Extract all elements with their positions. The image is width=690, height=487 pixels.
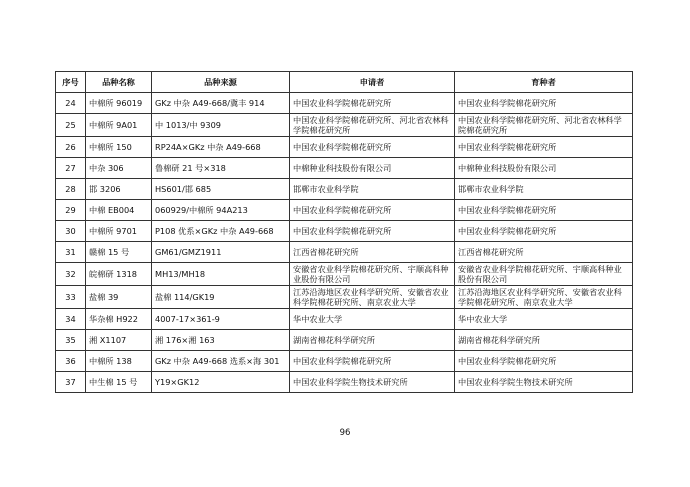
cell-variety-name: 湘 X1107	[86, 330, 152, 351]
table-row	[56, 200, 633, 221]
cell-breeder: 华中农业大学	[455, 309, 633, 330]
cell-variety-name: 中生棉 15 号	[86, 372, 152, 393]
table-row	[56, 286, 633, 309]
cell-no: 28	[56, 179, 86, 200]
cell-breeder: 中国农业科学院棉花研究所	[455, 351, 633, 372]
table-row	[56, 93, 633, 114]
header-applicant: 申请者	[290, 72, 455, 93]
cell-breeder: 安徽省农业科学院棉花研究所、宇顺高科种业股份有限公司	[455, 263, 633, 286]
cell-variety-source: 4007-17×361-9	[152, 309, 290, 330]
cell-variety-source: 盐棉 114/GK19	[152, 286, 290, 309]
cell-breeder: 江苏沿海地区农业科学研究所、安徽省农业科学院棉花研究所、南京农业大学	[455, 286, 633, 309]
table-row	[56, 309, 633, 330]
header-source: 品种来源	[152, 72, 290, 93]
cell-variety-name: 中棉所 9701	[86, 221, 152, 242]
page-number: 96	[339, 428, 351, 438]
cell-applicant: 中棉种业科技股份有限公司	[290, 158, 455, 179]
cell-applicant: 中国农业科学院棉花研究所、河北省农林科学院棉花研究所	[290, 114, 455, 137]
cell-no: 36	[56, 351, 86, 372]
cell-applicant: 江西省棉花研究所	[290, 242, 455, 263]
cell-variety-name: 中棉所 9A01	[86, 114, 152, 137]
cell-no: 34	[56, 309, 86, 330]
table-row	[56, 242, 633, 263]
table-row	[56, 330, 633, 351]
cell-breeder: 中国农业科学院棉花研究所	[455, 221, 633, 242]
cell-variety-name: 华杂棉 H922	[86, 309, 152, 330]
cell-breeder: 湖南省棉花科学研究所	[455, 330, 633, 351]
table-row	[56, 372, 633, 393]
cell-no: 33	[56, 286, 86, 309]
header-name: 品种名称	[86, 72, 152, 93]
cell-variety-source: GKz 中杂 A49-668 选系×海 301	[152, 351, 290, 372]
cell-applicant: 中国农业科学院棉花研究所	[290, 137, 455, 158]
cell-no: 37	[56, 372, 86, 393]
cell-variety-name: 中棉 EB004	[86, 200, 152, 221]
cell-variety-source: MH13/MH18	[152, 263, 290, 286]
cell-variety-source: P108 优系×GKz 中杂 A49-668	[152, 221, 290, 242]
cell-breeder: 中国农业科学院生物技术研究所	[455, 372, 633, 393]
table-row	[56, 351, 633, 372]
cell-breeder: 中棉种业科技股份有限公司	[455, 158, 633, 179]
cell-breeder: 江西省棉花研究所	[455, 242, 633, 263]
cell-variety-name: 邯 3206	[86, 179, 152, 200]
cell-breeder: 中国农业科学院棉花研究所	[455, 93, 633, 114]
cell-variety-name: 中棉所 150	[86, 137, 152, 158]
cell-variety-source: 湘 176×湘 163	[152, 330, 290, 351]
cell-no: 25	[56, 114, 86, 137]
cell-variety-source: 中 1013/中 9309	[152, 114, 290, 137]
cell-applicant: 江苏沿海地区农业科学研究所、安徽省农业科学院棉花研究所、南京农业大学	[290, 286, 455, 309]
cell-variety-name: 皖棉研 1318	[86, 263, 152, 286]
cell-variety-name: 中棉所 96019	[86, 93, 152, 114]
cell-applicant: 中国农业科学院棉花研究所	[290, 200, 455, 221]
table-body	[56, 93, 633, 393]
cell-variety-source: Y19×GK12	[152, 372, 290, 393]
cell-variety-source: HS601/邯 685	[152, 179, 290, 200]
cell-variety-source: GM61/GMZ1911	[152, 242, 290, 263]
cell-variety-name: 中棉所 138	[86, 351, 152, 372]
header-no: 序号	[56, 72, 86, 93]
cell-breeder: 中国农业科学院棉花研究所	[455, 137, 633, 158]
table-row	[56, 114, 633, 137]
cell-no: 24	[56, 93, 86, 114]
cell-applicant: 中国农业科学院生物技术研究所	[290, 372, 455, 393]
cell-no: 30	[56, 221, 86, 242]
cell-applicant: 中国农业科学院棉花研究所	[290, 221, 455, 242]
cell-applicant: 中国农业科学院棉花研究所	[290, 351, 455, 372]
cell-breeder: 中国农业科学院棉花研究所	[455, 200, 633, 221]
cell-breeder: 中国农业科学院棉花研究所、河北省农林科学院棉花研究所	[455, 114, 633, 137]
table-header-row	[56, 72, 633, 93]
cell-applicant: 邯郸市农业科学院	[290, 179, 455, 200]
cell-no: 26	[56, 137, 86, 158]
table-row	[56, 158, 633, 179]
cell-variety-source: RP24A×GKz 中杂 A49-668	[152, 137, 290, 158]
cell-variety-source: GKz 中杂 A49-668/冀丰 914	[152, 93, 290, 114]
table-row	[56, 221, 633, 242]
cell-no: 29	[56, 200, 86, 221]
header-breeder: 育种者	[455, 72, 633, 93]
cell-no: 27	[56, 158, 86, 179]
table-row	[56, 137, 633, 158]
cell-variety-source: 060929/中棉所 94A213	[152, 200, 290, 221]
variety-table	[55, 71, 633, 393]
cell-no: 35	[56, 330, 86, 351]
cell-applicant: 湖南省棉花科学研究所	[290, 330, 455, 351]
table-row	[56, 179, 633, 200]
cell-variety-source: 鲁棉研 21 号×318	[152, 158, 290, 179]
cell-variety-name: 盐棉 39	[86, 286, 152, 309]
cell-applicant: 华中农业大学	[290, 309, 455, 330]
cell-applicant: 安徽省农业科学院棉花研究所、宇顺高科种业股份有限公司	[290, 263, 455, 286]
cell-breeder: 邯郸市农业科学院	[455, 179, 633, 200]
table-row	[56, 263, 633, 286]
cell-no: 32	[56, 263, 86, 286]
cell-variety-name: 中杂 306	[86, 158, 152, 179]
cell-applicant: 中国农业科学院棉花研究所	[290, 93, 455, 114]
cell-variety-name: 赣棉 15 号	[86, 242, 152, 263]
cell-no: 31	[56, 242, 86, 263]
